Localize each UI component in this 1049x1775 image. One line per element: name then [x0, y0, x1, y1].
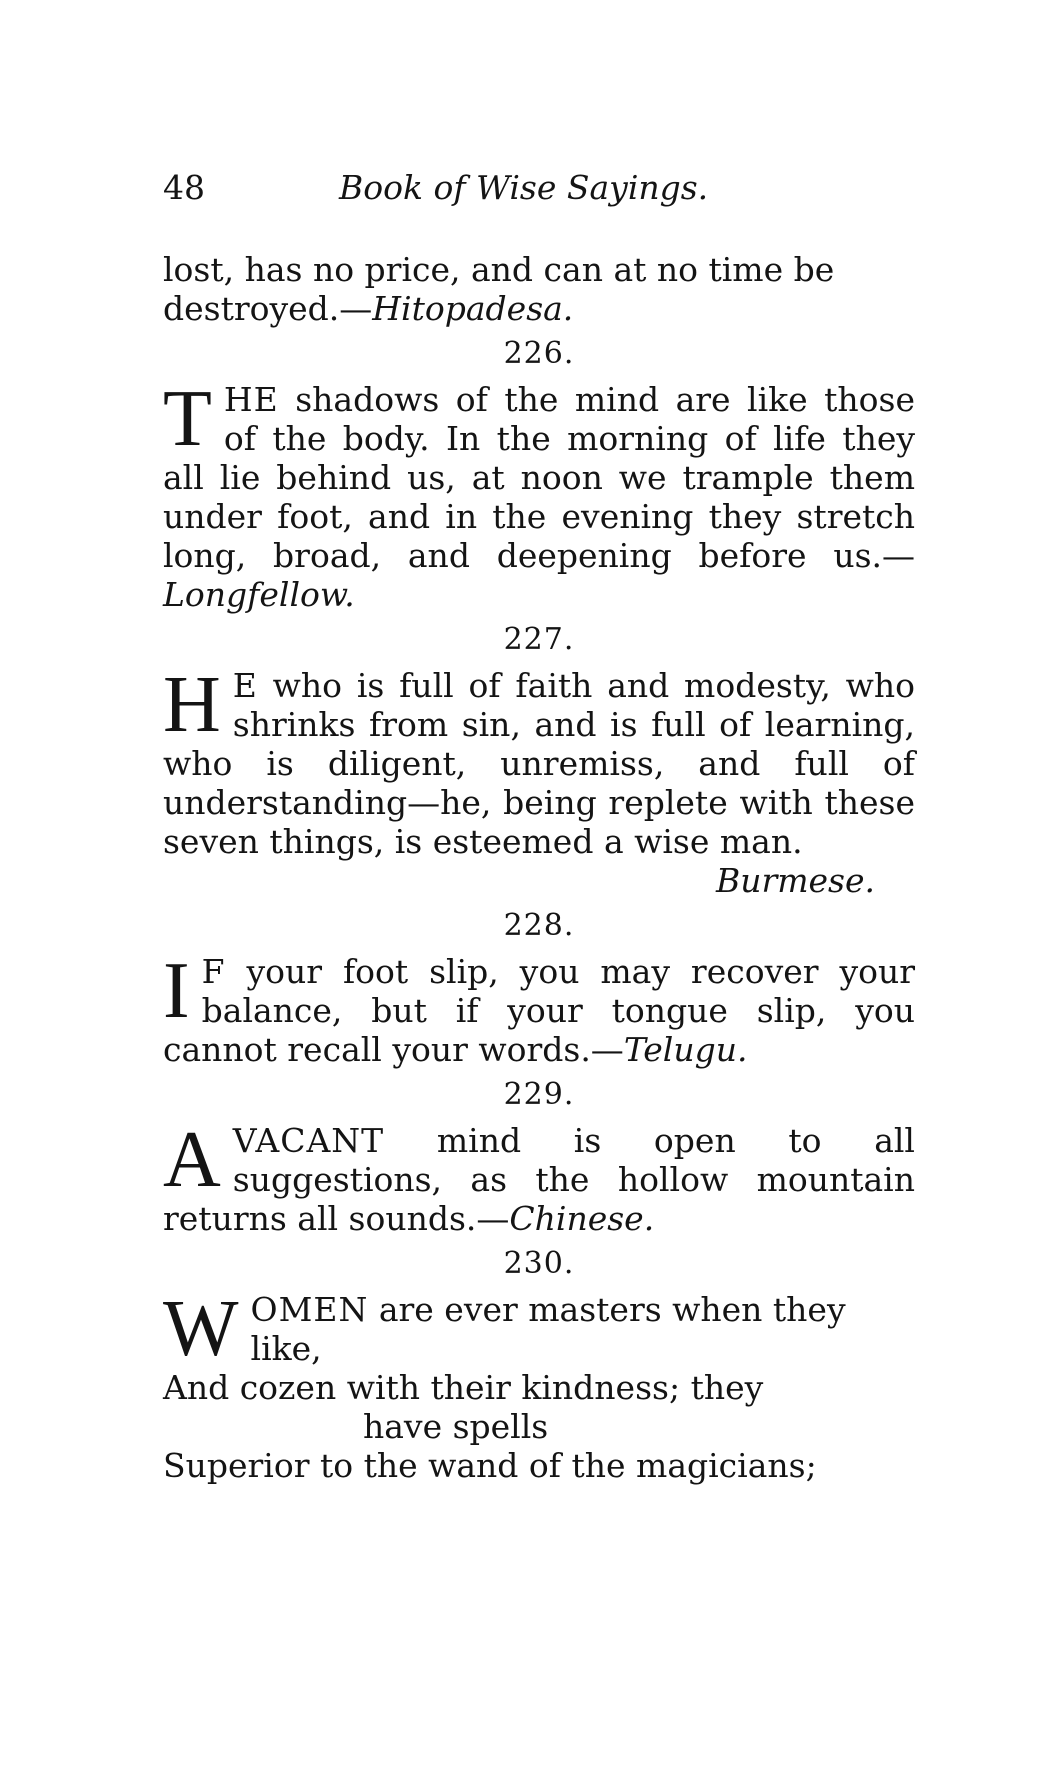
saying-text: mind is open to all suggestions, as the hollow mountain returns all sounds.— — [163, 1121, 915, 1238]
poem-line-1 — [163, 1285, 915, 1373]
saying-text: your foot slip, you may recover your balance, but if your tongue slip, you cannot recall your words.— — [163, 952, 915, 1069]
saying-number-226: 226. — [503, 336, 575, 371]
saying-number-227: 227. — [503, 622, 575, 657]
saying-230 — [163, 1285, 915, 1485]
saying-number-230: 230. — [503, 1246, 575, 1281]
small-caps: E — [232, 666, 258, 705]
poem-line-2: And cozen with their kindness; they — [163, 1368, 764, 1407]
drop-cap: I — [163, 947, 190, 1035]
running-title: Book of Wise Sayings. — [339, 168, 709, 207]
saying-source: Burmese. — [715, 861, 875, 900]
page-header — [163, 168, 913, 218]
saying-text: who is full of faith and modesty, who shrinks from sin, and is full of learning, who is diligent, unremiss, and full of understanding—he, being replete with these seven things, is esteemed a wise man. — [163, 666, 915, 861]
drop-cap: W — [163, 1285, 239, 1373]
page-number: 48 — [163, 168, 205, 207]
page-body — [163, 250, 915, 1485]
poem-line-3: have spells — [363, 1407, 549, 1446]
small-caps: F — [201, 952, 226, 991]
small-caps: VACANT — [232, 1121, 385, 1160]
saying-228 — [163, 947, 915, 1069]
saying-text: shadows of the mind are like those of the body. In the morning of life they all lie behind us, at noon we trample them under foot, and in the evening they stretch long, broad, and deepening before us.— — [163, 380, 915, 575]
saying-226 — [163, 375, 915, 614]
small-caps: HE — [223, 380, 279, 419]
poem-line-4: Superior to the wand of the magicians; — [163, 1446, 817, 1485]
continuation-line1: lost, has no price, and can at no time be — [163, 250, 835, 289]
continuation-source: Hitopadesa. — [372, 289, 574, 328]
saying-number-228: 228. — [503, 908, 575, 943]
saying-source: Telugu. — [623, 1030, 748, 1069]
small-caps: OMEN — [250, 1290, 369, 1329]
saying-229 — [163, 1116, 915, 1238]
drop-cap: H — [163, 661, 221, 749]
drop-cap: T — [163, 375, 212, 463]
saying-source: Longfellow. — [163, 575, 355, 614]
saying-227 — [163, 661, 915, 861]
poem-text: are ever masters when they like, — [250, 1290, 846, 1368]
saying-source: Chinese. — [509, 1199, 655, 1238]
continuation-line2: destroyed.— — [163, 289, 373, 328]
continuation-paragraph — [163, 250, 915, 328]
saying-number-229: 229. — [503, 1077, 575, 1112]
drop-cap: A — [163, 1116, 221, 1204]
